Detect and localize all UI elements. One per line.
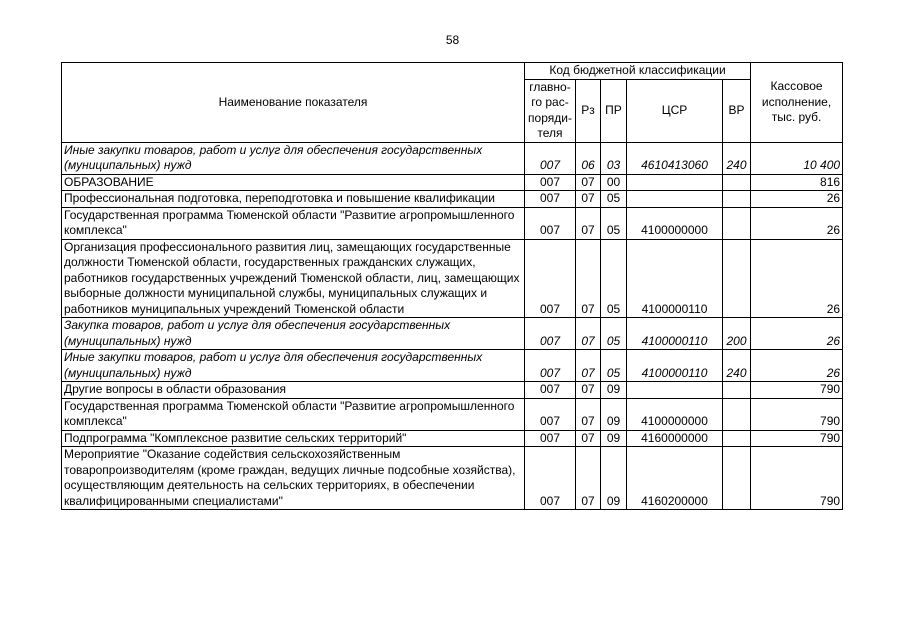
cell-name: Организация профессионального развития лиц, замещающих государственные должности Тюменской области, государственных гражданских служащих, работников государственных учреждений Тюменской области, лиц, замещающих выборные должности муниципальной службы, муниципальных служащих и работников муниципальных учреждений Тюменской области	[62, 239, 525, 318]
cell-name: Иные закупки товаров, работ и услуг для обеспечения государственных (муниципальных) нужд	[62, 350, 525, 382]
cell-csr: 4100000000	[627, 207, 723, 239]
cell-name: Профессиональная подготовка, переподготовка и повышение квалификации	[62, 191, 525, 208]
cell-amount: 26	[751, 318, 843, 350]
cell-pr: 05	[601, 318, 627, 350]
header-gl: главно-го рас-поряди-теля	[525, 79, 576, 142]
table-row	[62, 191, 843, 208]
cell-name: Государственная программа Тюменской области "Развитие агропромышленного комплекса"	[62, 207, 525, 239]
cell-gl: 007	[525, 398, 576, 430]
cell-pr: 09	[601, 382, 627, 399]
cell-vr: 200	[723, 318, 751, 350]
cell-pr: 00	[601, 174, 627, 191]
cell-amount: 790	[751, 447, 843, 510]
table-body	[62, 142, 843, 510]
cell-vr: 240	[723, 142, 751, 174]
cell-pr: 03	[601, 142, 627, 174]
cell-rz: 07	[576, 398, 601, 430]
cell-amount: 816	[751, 174, 843, 191]
table-row	[62, 382, 843, 399]
cell-amount: 10 400	[751, 142, 843, 174]
cell-rz: 07	[576, 350, 601, 382]
header-rz: Рз	[576, 79, 601, 142]
cell-name: ОБРАЗОВАНИЕ	[62, 174, 525, 191]
cell-amount: 26	[751, 207, 843, 239]
cell-amount: 790	[751, 382, 843, 399]
cell-vr	[723, 207, 751, 239]
cell-amount: 790	[751, 398, 843, 430]
table-row	[62, 142, 843, 174]
cell-rz: 07	[576, 207, 601, 239]
cell-name: Мероприятие "Оказание содействия сельскохозяйственным товаропроизводителям (кроме граждан, ведущих личные подсобные хозяйства), осуществляющим деятельность на сельских территориях, в обеспечении квалифицированными специалистами"	[62, 447, 525, 510]
cell-pr: 09	[601, 398, 627, 430]
cell-amount: 26	[751, 239, 843, 318]
cell-csr: 4610413060	[627, 142, 723, 174]
cell-gl: 007	[525, 239, 576, 318]
cell-csr: 4100000110	[627, 318, 723, 350]
budget-table	[61, 62, 843, 510]
table-row	[62, 350, 843, 382]
cell-pr: 09	[601, 430, 627, 447]
cell-gl: 007	[525, 174, 576, 191]
cell-rz: 06	[576, 142, 601, 174]
cell-csr: 4100000000	[627, 398, 723, 430]
cell-gl: 007	[525, 350, 576, 382]
cell-pr: 05	[601, 207, 627, 239]
cell-name: Подпрограмма "Комплексное развитие сельских территорий"	[62, 430, 525, 447]
cell-pr: 09	[601, 447, 627, 510]
cell-name: Закупка товаров, работ и услуг для обеспечения государственных (муниципальных) нужд	[62, 318, 525, 350]
table-row	[62, 239, 843, 318]
cell-csr: 4100000110	[627, 239, 723, 318]
cell-vr	[723, 430, 751, 447]
cell-rz: 07	[576, 430, 601, 447]
header-amount: Кассовое исполнение, тыс. руб.	[751, 63, 843, 143]
cell-csr	[627, 382, 723, 399]
cell-csr	[627, 191, 723, 208]
header-vr: ВР	[723, 79, 751, 142]
cell-rz: 07	[576, 447, 601, 510]
cell-vr	[723, 191, 751, 208]
cell-gl: 007	[525, 191, 576, 208]
cell-name: Другие вопросы в области образования	[62, 382, 525, 399]
cell-gl: 007	[525, 142, 576, 174]
page-number: 58	[445, 33, 460, 47]
cell-vr: 240	[723, 350, 751, 382]
cell-csr: 4160000000	[627, 430, 723, 447]
cell-rz: 07	[576, 191, 601, 208]
table-row	[62, 430, 843, 447]
cell-vr	[723, 174, 751, 191]
cell-csr: 4100000110	[627, 350, 723, 382]
table-row	[62, 318, 843, 350]
cell-vr	[723, 239, 751, 318]
cell-pr: 05	[601, 350, 627, 382]
header-name: Наименование показателя	[62, 63, 525, 143]
table-row	[62, 398, 843, 430]
cell-rz: 07	[576, 382, 601, 399]
cell-rz: 07	[576, 239, 601, 318]
table-row	[62, 447, 843, 510]
header-code-group: Код бюджетной классификации	[525, 63, 751, 80]
cell-amount: 26	[751, 350, 843, 382]
cell-pr: 05	[601, 239, 627, 318]
cell-name: Иные закупки товаров, работ и услуг для обеспечения государственных (муниципальных) нужд	[62, 142, 525, 174]
cell-name: Государственная программа Тюменской области "Развитие агропромышленного комплекса"	[62, 398, 525, 430]
cell-vr	[723, 398, 751, 430]
cell-amount: 790	[751, 430, 843, 447]
cell-gl: 007	[525, 382, 576, 399]
cell-rz: 07	[576, 318, 601, 350]
cell-vr	[723, 447, 751, 510]
header-pr: ПР	[601, 79, 627, 142]
cell-csr: 4160200000	[627, 447, 723, 510]
cell-gl: 007	[525, 318, 576, 350]
cell-pr: 05	[601, 191, 627, 208]
cell-rz: 07	[576, 174, 601, 191]
cell-csr	[627, 174, 723, 191]
cell-amount: 26	[751, 191, 843, 208]
cell-gl: 007	[525, 430, 576, 447]
header-csr: ЦСР	[627, 79, 723, 142]
table-row	[62, 174, 843, 191]
cell-vr	[723, 382, 751, 399]
header-row-top	[62, 63, 843, 80]
table-row	[62, 207, 843, 239]
cell-gl: 007	[525, 207, 576, 239]
cell-gl: 007	[525, 447, 576, 510]
